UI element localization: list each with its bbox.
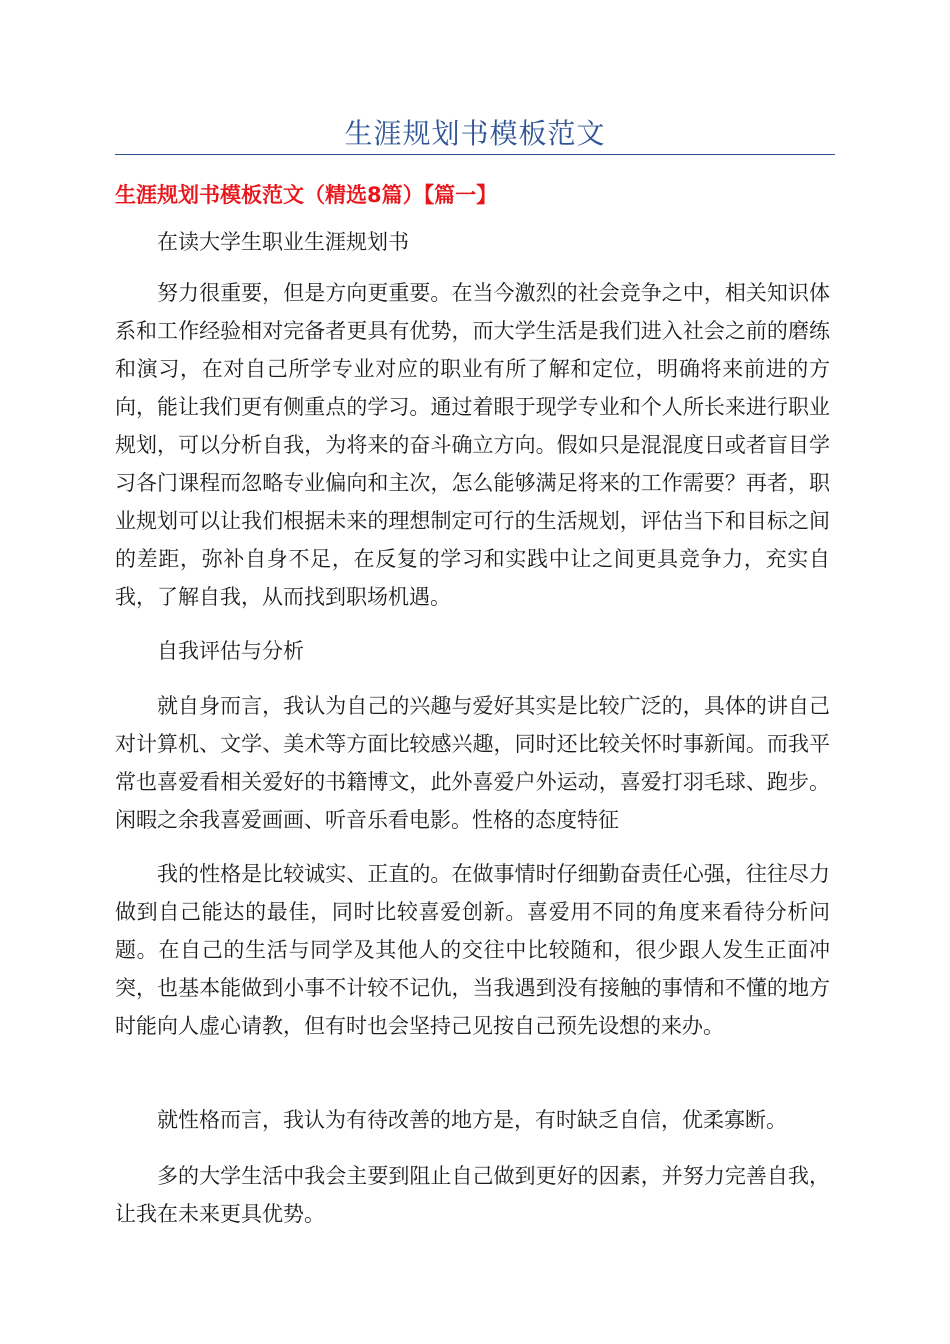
- paragraph-self-improvement: 多的大学生活中我会主要到阻止自己做到更好的因素，并努力完善自我，让我在未来更具优势。: [115, 1164, 830, 1226]
- paragraph-interests: 就自身而言，我认为自己的兴趣与爱好其实是比较广泛的，具体的讲自己对计算机、文学、美术等方面比较感兴趣，同时还比较关怀时事新闻。而我平常也喜爱看相关爱好的书籍博文，此外喜爱户外运动，喜爱打羽毛球、跑步。闲暇之余我喜爱画画、听音乐看电影。性格的态度特征: [115, 694, 830, 832]
- paragraph-importance-of-direction: 努力很重要，但是方向更重要。在当今激烈的社会竞争之中，相关知识体系和工作经验相对完备者更具有优势，而大学生活是我们进入社会之前的磨练和演习，在对自己所学专业对应的职业有所了解和定位，明确将来前进的方向，能让我们更有侧重点的学习。通过着眼于现学专业和个人所长来进行职业规划，可以分析自我，为将来的奋斗确立方向。假如只是混混度日或者盲目学习各门课程而忽略专业偏向和主次，怎么能够满足将来的工作需要？再者，职业规划可以让我们根据未来的理想制定可行的生活规划，评估当下和目标之间的差距，弥补自身不足，在反复的学习和实践中让之间更具竞争力，充实自我，了解自我，从而找到职场机遇。: [115, 281, 830, 609]
- document-title: 生涯规划书模板范文: [344, 117, 606, 150]
- section-heading: 生涯规划书模板范文（精选8篇）【篇一】: [115, 183, 498, 207]
- subheading-self-assessment: 自我评估与分析: [157, 639, 304, 663]
- paragraph-personality: 我的性格是比较诚实、正直的。在做事情时仔细勤奋责任心强，往往尽力做到自己能达的最佳，同时比较喜爱创新。喜爱用不同的角度来看待分析问题。在自己的生活与同学及其他人的交往中比较随和，很少跟人发生正面冲突，也基本能做到小事不计较不记仇，当我遇到没有接触的事情和不懂的地方时能向人虚心请教，但有时也会坚持己见按自己预先设想的来办。: [115, 862, 830, 1038]
- title-divider: [115, 154, 835, 155]
- paragraph-improvements: 就性格而言，我认为有待改善的地方是，有时缺乏自信，优柔寡断。: [157, 1108, 787, 1132]
- subheading-plan-title: 在读大学生职业生涯规划书: [157, 230, 409, 254]
